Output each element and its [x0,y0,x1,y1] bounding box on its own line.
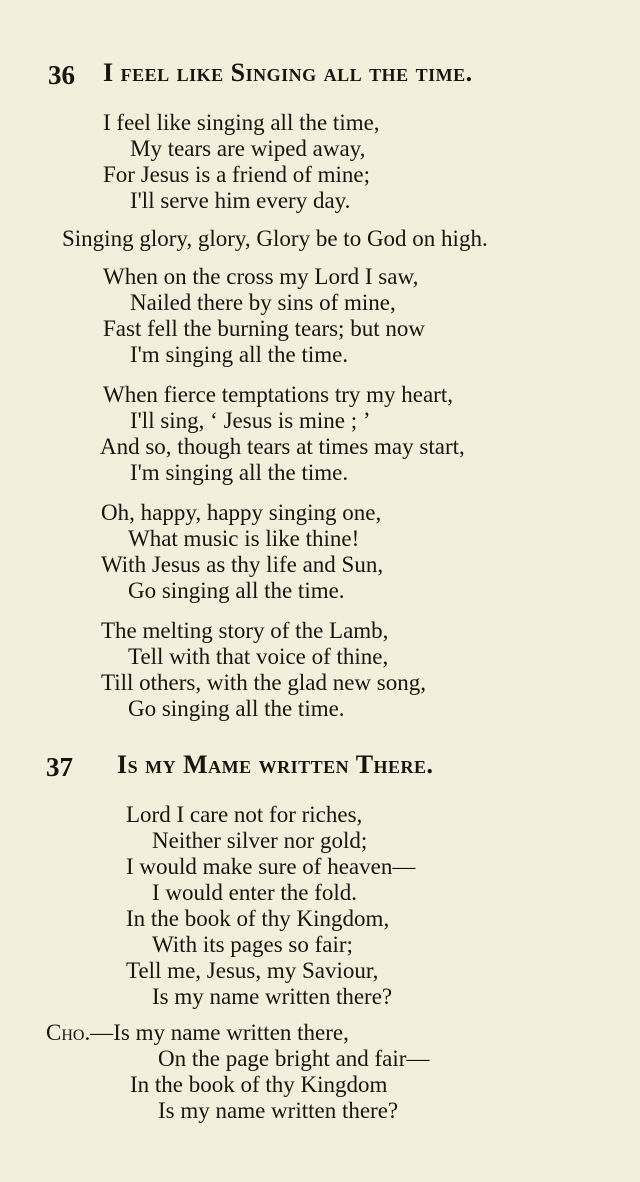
h36-s1-l3: For Jesus is a friend of mine; [103,162,371,187]
h36-refrain: Singing glory, glory, Glory be to God on high. [62,226,488,251]
hymn-37-title: Is my Mame written There. [117,750,434,779]
h36-s5-l1: The melting story of the Lamb, [101,618,389,643]
chorus-label: Cho. [46,1020,91,1045]
h37-chorus-l1-text: —Is my name written there, [90,1020,349,1045]
h36-s5-l3: Till others, with the glad new song, [101,670,426,695]
h36-s3-l1: When fierce temptations try my heart, [103,382,453,407]
h36-s3-l2: I'll sing, ‘ Jesus is mine ; ’ [130,408,371,433]
h37-v-l8: Is my name written there? [152,984,393,1009]
h37-v-l5: In the book of thy Kingdom, [126,906,390,931]
hymn-37-number: 37 [46,752,73,782]
h37-v-l4: I would enter the fold. [152,880,358,905]
h36-s2-l4: I'm singing all the time. [130,342,349,367]
h36-s4-l4: Go singing all the time. [128,578,345,603]
h36-s2-l3: Fast fell the burning tears; but now [103,316,425,341]
h36-s1-l1: I feel like singing all the time, [103,110,380,135]
hymn-36-number: 36 [48,60,75,90]
h37-v-l3: I would make sure of heaven— [126,854,416,879]
h36-s3-l3: And so, though tears at times may start, [100,434,465,459]
h37-v-l7: Tell me, Jesus, my Saviour, [126,958,379,983]
h36-s1-l4: I'll serve him every day. [130,188,351,213]
h37-chorus-l1 [46,1020,349,1046]
h36-s4-l1: Oh, happy, happy singing one, [101,500,382,525]
h37-v-l6: With its pages so fair; [152,932,353,957]
h37-v-l2: Neither silver nor gold; [152,828,368,853]
h36-s4-l2: What music is like thine! [128,526,360,551]
h36-s2-l1: When on the cross my Lord I saw, [103,264,419,289]
h36-s4-l3: With Jesus as thy life and Sun, [101,552,384,577]
h37-chorus-l4: Is my name written there? [158,1098,399,1123]
h36-s2-l2: Nailed there by sins of mine, [130,290,396,315]
hymn-36-title: I feel like Singing all the time. [103,58,473,87]
h37-v-l1: Lord I care not for riches, [126,802,363,827]
h36-s1-l2: My tears are wiped away, [130,136,366,161]
h37-chorus-l3: In the book of thy Kingdom [130,1072,388,1097]
h36-s5-l4: Go singing all the time. [128,696,345,721]
h37-chorus-l2: On the page bright and fair— [158,1046,430,1071]
h36-s3-l4: I'm singing all the time. [130,460,349,485]
h36-s5-l2: Tell with that voice of thine, [128,644,389,669]
